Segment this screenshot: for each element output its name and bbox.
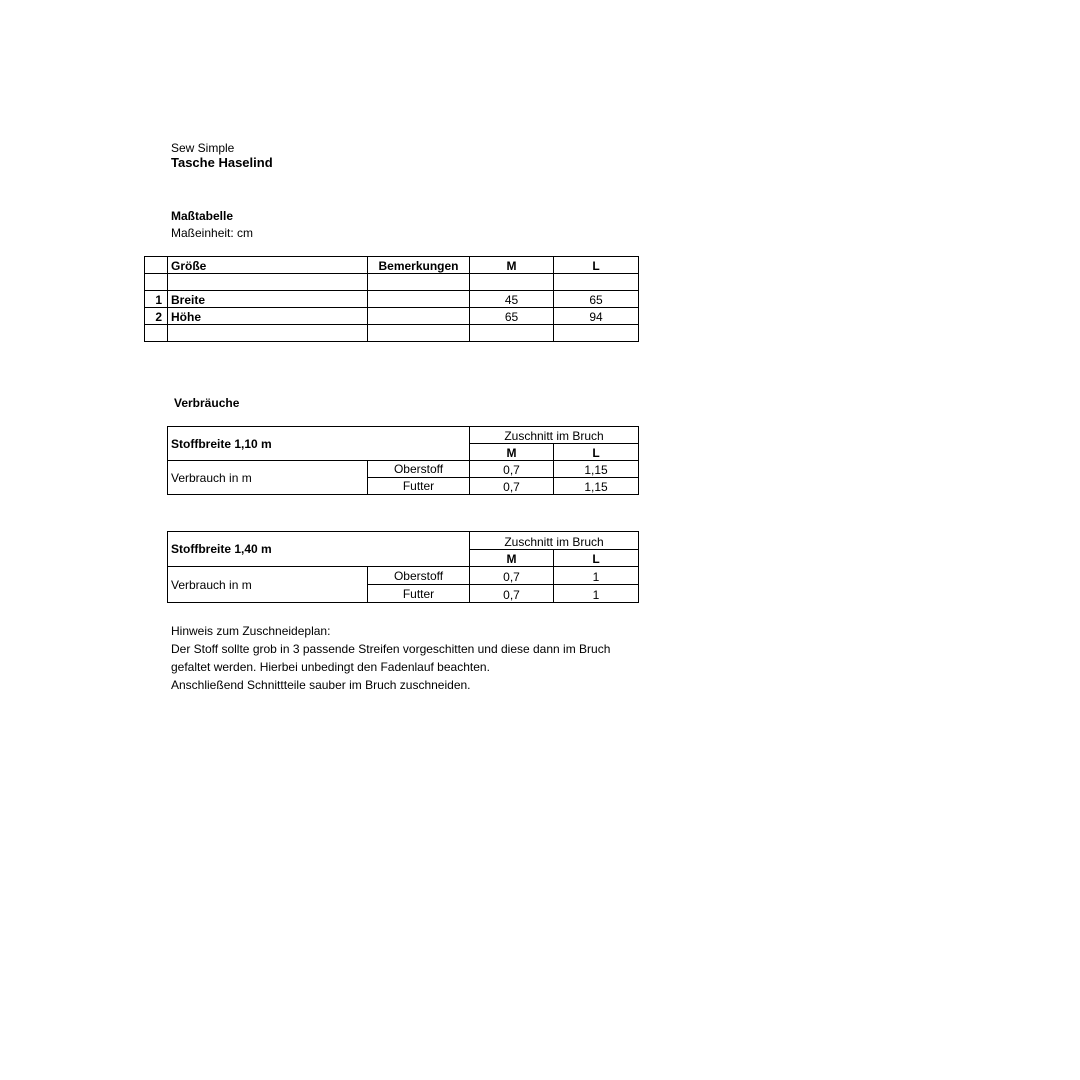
- item-m-value: 0,7: [470, 461, 554, 478]
- row-l-value: 94: [554, 308, 639, 325]
- measure-table: [144, 256, 639, 342]
- cut-header: Zuschnitt im Bruch: [470, 532, 639, 550]
- measure-m-header: M: [470, 257, 554, 274]
- consumption-row-label: Verbrauch in m: [168, 567, 368, 603]
- measure-l-header: L: [554, 257, 639, 274]
- note-line: gefaltet werden. Hierbei unbedingt den Fadenlauf beachten.: [171, 660, 490, 674]
- measure-unit-label: Maßeinheit: cm: [171, 226, 254, 240]
- table-row: [145, 291, 639, 308]
- col-l-header: L: [554, 550, 639, 567]
- item-name: Futter: [368, 585, 470, 603]
- measure-num-header-cell: [145, 257, 168, 274]
- item-m-value: 0,7: [470, 585, 554, 603]
- col-l-header: L: [554, 444, 639, 461]
- brand-name: Sew Simple: [171, 141, 235, 155]
- page-title: Tasche Haselind: [171, 155, 273, 170]
- cut-header: Zuschnitt im Bruch: [470, 427, 639, 444]
- row-l-value: 65: [554, 291, 639, 308]
- measure-empty-row: [145, 274, 639, 291]
- row-m-value: 45: [470, 291, 554, 308]
- note-line: Der Stoff sollte grob in 3 passende Streifen vorgeschitten und diese dann im Bruch: [171, 642, 611, 656]
- item-l-value: 1,15: [554, 478, 639, 495]
- row-m-value: 65: [470, 308, 554, 325]
- fabric-width-label: Stoffbreite 1,40 m: [168, 532, 470, 567]
- col-m-header: M: [470, 444, 554, 461]
- cutting-note: [171, 622, 691, 694]
- consumption-table-2: [167, 531, 639, 603]
- item-l-value: 1,15: [554, 461, 639, 478]
- consumption-row-label: Verbrauch in m: [168, 461, 368, 495]
- row-number: 1: [145, 291, 168, 308]
- note-line: Anschließend Schnittteile sauber im Bruch zuschneiden.: [171, 678, 471, 692]
- measure-section-title: Maßtabelle: [171, 209, 234, 223]
- item-m-value: 0,7: [470, 567, 554, 585]
- consumption-table-1: [167, 426, 639, 495]
- item-name: Oberstoff: [368, 461, 470, 478]
- row-name: Höhe: [168, 308, 368, 325]
- col-m-header: M: [470, 550, 554, 567]
- measure-empty-row: [145, 325, 639, 342]
- item-l-value: 1: [554, 567, 639, 585]
- table-row: [168, 461, 639, 478]
- note-title: Hinweis zum Zuschneideplan:: [171, 624, 331, 638]
- fabric-width-label: Stoffbreite 1,10 m: [168, 427, 470, 461]
- row-name: Breite: [168, 291, 368, 308]
- item-name: Oberstoff: [368, 567, 470, 585]
- table-row: [168, 567, 639, 585]
- consumption-section-title: Verbräuche: [174, 396, 240, 410]
- item-l-value: 1: [554, 585, 639, 603]
- item-name: Futter: [368, 478, 470, 495]
- measure-size-header: Größe: [168, 257, 368, 274]
- row-remarks: [368, 291, 470, 308]
- row-remarks: [368, 308, 470, 325]
- measure-header-row: [145, 257, 639, 274]
- item-m-value: 0,7: [470, 478, 554, 495]
- measure-remarks-header: Bemerkungen: [368, 257, 470, 274]
- row-number: 2: [145, 308, 168, 325]
- table-row: [145, 308, 639, 325]
